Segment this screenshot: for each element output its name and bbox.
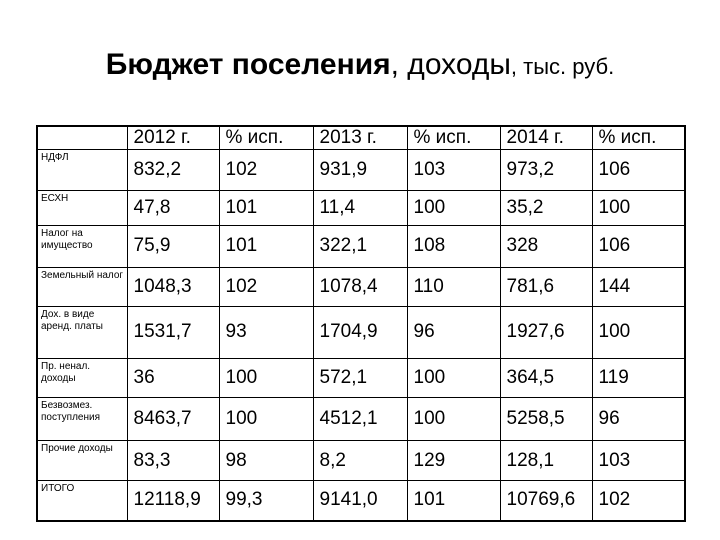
- table-cell: 12118,9: [127, 480, 219, 521]
- row-label: НДФЛ: [37, 150, 127, 191]
- table-cell: 101: [219, 225, 313, 267]
- table-cell: 101: [219, 190, 313, 225]
- table-cell: 11,4: [313, 190, 407, 225]
- table-cell: 1927,6: [500, 307, 592, 359]
- title-subject: , доходы: [390, 48, 511, 81]
- table-row: [37, 150, 685, 191]
- table-cell: 931,9: [313, 150, 407, 191]
- row-label: Безвозмез. поступления: [37, 398, 127, 441]
- table-cell: 100: [407, 358, 500, 398]
- table-row: [37, 225, 685, 267]
- header-cell-pct-2014: % исп.: [592, 126, 685, 150]
- row-label: Дох. в виде аренд. платы: [37, 307, 127, 359]
- table-cell: 5258,5: [500, 398, 592, 441]
- table-cell: 100: [592, 307, 685, 359]
- table-cell: 9141,0: [313, 480, 407, 521]
- row-label: ЕСХН: [37, 190, 127, 225]
- table-cell: 100: [219, 358, 313, 398]
- table-cell: 1704,9: [313, 307, 407, 359]
- table-cell: 128,1: [500, 441, 592, 481]
- table-cell: 100: [592, 190, 685, 225]
- table-cell: 100: [407, 398, 500, 441]
- table-cell: 144: [592, 267, 685, 307]
- table-row: [37, 441, 685, 481]
- table-cell: 99,3: [219, 480, 313, 521]
- table-cell: 1078,4: [313, 267, 407, 307]
- table-cell: 106: [592, 150, 685, 191]
- header-cell-2013: 2013 г.: [313, 126, 407, 150]
- table-cell: 98: [219, 441, 313, 481]
- table-cell: 106: [592, 225, 685, 267]
- table-cell: 572,1: [313, 358, 407, 398]
- table-row: [37, 267, 685, 307]
- table-cell: 47,8: [127, 190, 219, 225]
- row-label: Земельный налог: [37, 267, 127, 307]
- table-cell: 322,1: [313, 225, 407, 267]
- header-cell-empty: [37, 126, 127, 150]
- table-cell: 110: [407, 267, 500, 307]
- table-cell: 83,3: [127, 441, 219, 481]
- table-row: [37, 398, 685, 441]
- table-cell: 100: [407, 190, 500, 225]
- table-cell: 973,2: [500, 150, 592, 191]
- title-units: , тыс. руб.: [510, 54, 615, 79]
- header-row: [37, 126, 685, 150]
- table-cell: 102: [592, 480, 685, 521]
- header-cell-2014: 2014 г.: [500, 126, 592, 150]
- header-cell-pct-2013: % исп.: [407, 126, 500, 150]
- table-cell: 101: [407, 480, 500, 521]
- budget-table: [36, 125, 686, 522]
- table-cell: 1531,7: [127, 307, 219, 359]
- table-cell: 102: [219, 150, 313, 191]
- header-cell-pct-2012: % исп.: [219, 126, 313, 150]
- table-cell: 96: [407, 307, 500, 359]
- table-cell: 364,5: [500, 358, 592, 398]
- table-cell: 103: [407, 150, 500, 191]
- table-cell: 832,2: [127, 150, 219, 191]
- table-cell: 93: [219, 307, 313, 359]
- row-label: Налог на имущество: [37, 225, 127, 267]
- table-cell: 10769,6: [500, 480, 592, 521]
- table-cell: 75,9: [127, 225, 219, 267]
- table-row: [37, 307, 685, 359]
- table-cell: 8,2: [313, 441, 407, 481]
- table-cell: 108: [407, 225, 500, 267]
- table-cell: 781,6: [500, 267, 592, 307]
- table-row: [37, 480, 685, 521]
- table-row: [37, 190, 685, 225]
- row-label: ИТОГО: [37, 480, 127, 521]
- table-cell: 100: [219, 398, 313, 441]
- table-cell: 1048,3: [127, 267, 219, 307]
- table-cell: 8463,7: [127, 398, 219, 441]
- table-cell: 129: [407, 441, 500, 481]
- table-cell: 4512,1: [313, 398, 407, 441]
- table-cell: 103: [592, 441, 685, 481]
- table-cell: 102: [219, 267, 313, 307]
- row-label: Пр. ненал. доходы: [37, 358, 127, 398]
- table-row: [37, 358, 685, 398]
- title-main: Бюджет поселения: [105, 48, 391, 81]
- row-label: Прочие доходы: [37, 441, 127, 481]
- table-cell: 36: [127, 358, 219, 398]
- table-cell: 328: [500, 225, 592, 267]
- table-cell: 119: [592, 358, 685, 398]
- table-cell: 35,2: [500, 190, 592, 225]
- header-cell-2012: 2012 г.: [127, 126, 219, 150]
- page-title: [0, 48, 720, 82]
- table-cell: 96: [592, 398, 685, 441]
